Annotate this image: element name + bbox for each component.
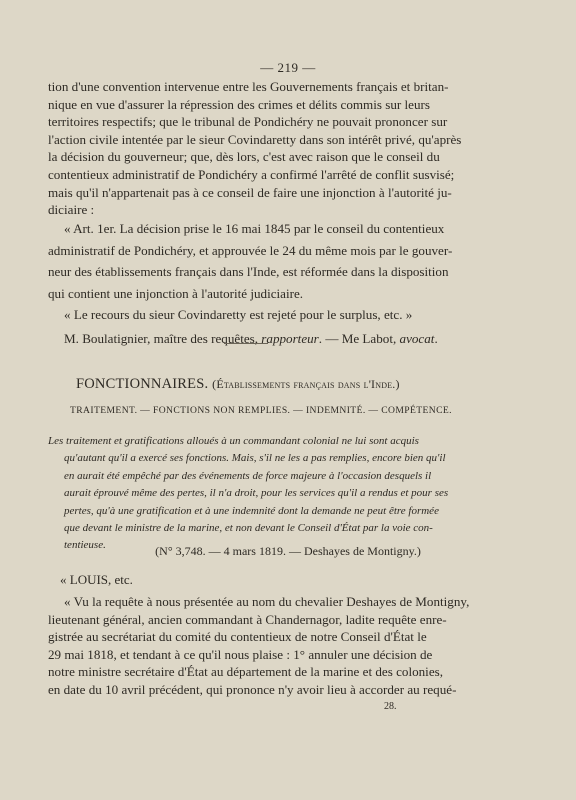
text-line: tion d'une convention intervenue entre les Gouvernements français et britan- (48, 79, 449, 94)
text-line: la décision du gouverneur; que, dès lors, c'est avec raison que le conseil du (48, 149, 440, 165)
summary-line: en aurait été empêché par des événements de force majeure à l'occasion desquels il (64, 469, 432, 482)
separator: . — (318, 330, 342, 346)
text-line: qui contient une injonction à l'autorité judiciaire. (48, 285, 304, 301)
text-line: gistrée au secrétariat du comité du contentieux de notre Conseil d'État le (48, 629, 427, 645)
section-divider (224, 343, 268, 344)
decision-block (48, 220, 530, 348)
rapporteur-role: rapporteur (261, 330, 319, 346)
text-line: « Art. 1er. La décision prise le 16 mai 1845 par le conseil du contentieux (64, 221, 445, 236)
section-keywords: TRAITEMENT. — FONCTIONS NON REMPLIES. — INDEMNITÉ. — COMPÉTENCE. (70, 405, 452, 416)
text-line: 29 mai 1818, et tendant à ce qu'il nous plaise : 1° annuler une décision de (48, 646, 433, 662)
section-heading (76, 376, 516, 393)
recours-line: « Le recours du sieur Covindaretty est rejeté pour le surplus, etc. » (64, 307, 413, 323)
summary-line: Les traitement et gratifications alloués à un commandant colonial ne lui sont acquis (48, 435, 419, 447)
text-line: l'action civile intentée par le sieur Covindaretty dans son intérêt privé, qu'après (48, 131, 462, 147)
section-subtitle: (Établissements français dans l'Inde.) (212, 377, 400, 391)
text-line: contentieux administratif de Pondichéry a confirmé l'arrêté de conflit susvisé; (48, 166, 455, 182)
case-citation: (N° 3,748. — 4 mars 1819. — Deshayes de Montigny.) (155, 544, 421, 558)
article-paragraph (48, 220, 530, 302)
section-title: FONCTIONNAIRES. (76, 376, 209, 392)
summary-paragraph (48, 433, 528, 555)
text-line: territoires respectifs; que le tribunal de Pondichéry ne pouvait prononcer sur (48, 114, 448, 130)
text-line: notre ministre secrétaire d'État au département de la marine et des colonies, (48, 664, 444, 680)
text-line: administratif de Pondichéry, et approuvée le 24 du même mois par le gouver- (48, 242, 453, 258)
summary-line: aurait éprouvé même des pertes, il n'a droit, pour les services qu'il a rendus et pour ses (64, 487, 449, 500)
summary-line: pertes, qu'à une gratification et à une indemnité dont la demande ne peut être formée (64, 504, 439, 517)
text-line: en date du 10 avril précédent, qui prononce n'y avoir lieu à accorder au requé- (48, 681, 457, 697)
page-number: — 219 — (260, 60, 316, 75)
opening-paragraph (48, 78, 530, 219)
decree-opening: « LOUIS, etc. (60, 572, 133, 587)
text-line: mais qu'il n'appartenait pas à ce conseil de faire une injonction à l'autorité ju- (48, 184, 452, 200)
signature-mark: 28. (384, 701, 397, 712)
summary-line: qu'autant qu'il a exercé ses fonctions. Mais, s'il ne les a pas remplies, encore bien qu'il (64, 452, 446, 465)
summary-line: tentieuse. (64, 539, 106, 552)
rapporteur-name: M. Boulatignier, maître des requêtes, (64, 330, 262, 346)
text-line: « Vu la requête à nous présentée au nom du chevalier Deshayes de Montigny, (64, 594, 470, 609)
text-line: diciaire : (48, 202, 95, 218)
text-line: neur des établissements français dans l'Inde, est réformée dans la disposition (48, 264, 449, 280)
counsel-name: Me Labot, (341, 330, 400, 346)
signatories-line (48, 330, 530, 348)
request-paragraph (48, 593, 530, 699)
text-line: nique en vue d'assurer la répression des crimes et délits commis sur leurs (48, 96, 430, 112)
counsel-role: avocat (399, 330, 435, 346)
text-line: lieutenant général, ancien commandant à Chandernagor, ladite requête enre- (48, 611, 447, 627)
summary-line: que devant le ministre de la marine, et non devant le Conseil d'État par la voie con- (64, 522, 433, 535)
sign-end: . (434, 330, 438, 346)
